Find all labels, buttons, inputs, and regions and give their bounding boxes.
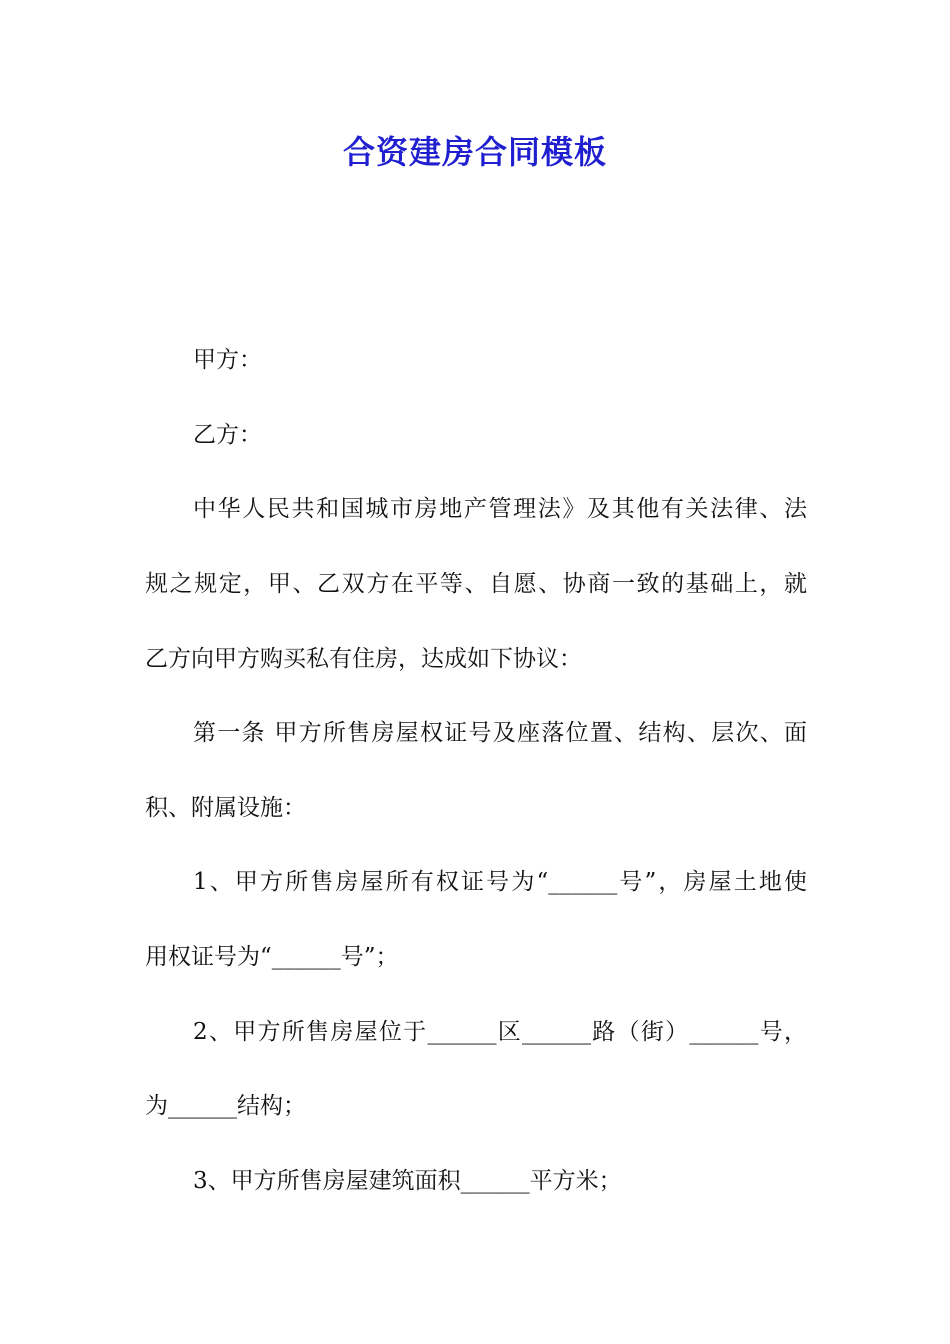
paragraph-line: 乙方向甲方购买私有住房，达成如下协议： <box>145 646 582 672</box>
document-title: 合资建房合同模板 <box>342 133 607 171</box>
clause-line: 为______结构； <box>145 1093 306 1119</box>
clause-line: 用权证号为“______号”； <box>145 944 399 970</box>
paragraph-line: 中华人民共和国城市房地产管理法》及其他有关法律、法 <box>193 496 807 522</box>
paragraph-line: 规之规定，甲、乙双方在平等、自愿、协商一致的基础上，就 <box>145 571 807 597</box>
clause-line: 3、甲方所售房屋建筑面积______平方米； <box>193 1168 622 1194</box>
party-b-line: 乙方： <box>193 422 262 448</box>
party-a-line: 甲方： <box>193 347 262 373</box>
article-heading-line: 第一条 甲方所售房屋权证号及座落位置、结构、层次、面 <box>193 720 807 746</box>
clause-line: 2、甲方所售房屋位于______区______路（街）______号， <box>193 1019 807 1045</box>
clause-line: 1、甲方所售房屋所有权证号为“______号”，房屋土地使 <box>193 869 807 895</box>
article-heading-line: 积、附属设施： <box>145 795 306 821</box>
